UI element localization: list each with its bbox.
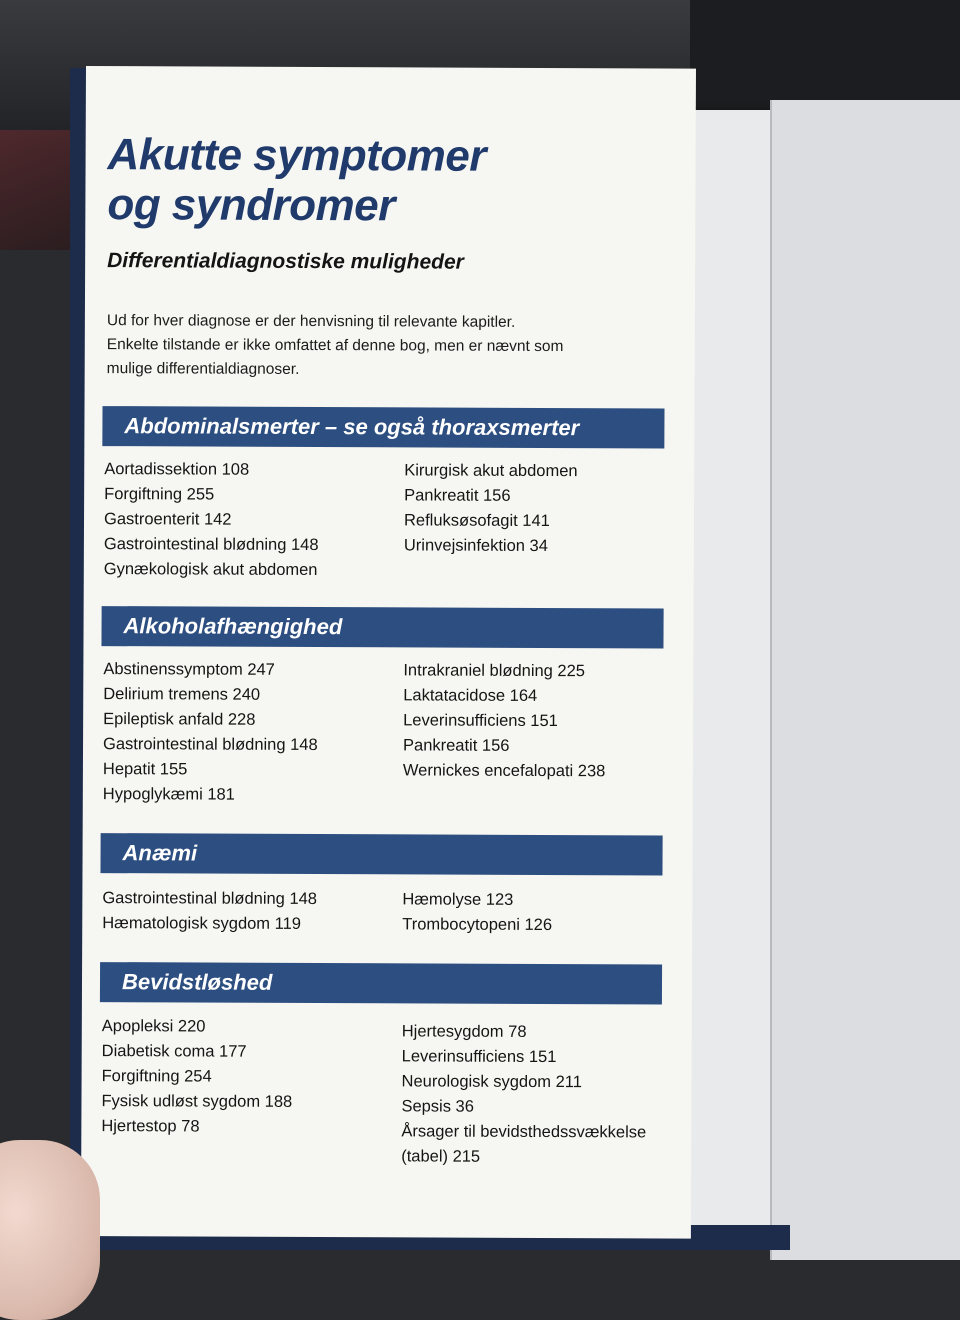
list-item: Hæmatologisk sygdom 119 [102, 914, 302, 933]
section-heading-bevidstloeshed: Bevidstløshed [100, 962, 662, 1004]
list-item: Trombocytopeni 126 [402, 915, 553, 935]
section-list-right [403, 658, 606, 784]
list-item: Hepatit 155 [102, 760, 188, 779]
list-item: Refluksøsofagit 141 [403, 511, 550, 531]
list-item: Urinvejsinfektion 34 [403, 536, 548, 556]
list-item: Hjertesygdom 78 [401, 1022, 527, 1041]
section-list-left [102, 886, 317, 937]
list-item: Intrakraniel blødning 225 [403, 661, 586, 681]
title-line-1: Akutte symptomer [107, 130, 487, 181]
finger [0, 1140, 100, 1320]
section-list-right [404, 458, 578, 559]
section-heading-anaemi: Anæmi [100, 833, 662, 875]
page-subtitle: Differentialdiagnostiske muligheder [107, 249, 464, 274]
section-list-left [104, 457, 319, 583]
section-list-left [103, 657, 318, 808]
list-item: Gastrointestinal blødning 148 [102, 889, 318, 909]
list-item: Sepsis 36 [401, 1097, 474, 1116]
list-item: Gastroenterit 142 [103, 510, 232, 529]
list-item: Wernickes encefalopati 238 [402, 761, 606, 781]
list-item: Årsager til bevidsthedssvækkelse [401, 1122, 647, 1142]
list-item: Forgiftning 254 [101, 1067, 212, 1086]
list-item: Gynækologisk akut abdomen [103, 560, 318, 580]
list-item: Hæmolyse 123 [402, 890, 514, 909]
section-list-right [402, 887, 552, 938]
intro-line: mulige differentialdiagnoser. [106, 360, 300, 378]
list-item: Apopleksi 220 [101, 1017, 206, 1036]
list-item: Hypoglykæmi 181 [102, 785, 235, 804]
list-item: Aortadissektion 108 [104, 460, 250, 479]
list-item: Hjertestop 78 [101, 1117, 200, 1136]
book-page [81, 66, 696, 1239]
list-item: Delirium tremens 240 [103, 685, 261, 704]
title-line-2: og syndromer [107, 180, 395, 231]
list-item: Leverinsufficiens 151 [401, 1047, 557, 1067]
list-item: Laktatacidose 164 [403, 686, 538, 705]
intro-paragraph [107, 309, 647, 383]
intro-line: Enkelte tilstande er ikke omfattet af denne bog, men er nævnt som [106, 336, 564, 356]
section-heading-alkoholafhaengighed: Alkoholafhængighed [101, 606, 663, 648]
list-item: Abstinenssymptom 247 [103, 660, 275, 679]
list-item: Fysisk udløst sygdom 188 [101, 1092, 293, 1111]
list-item: Neurologisk sygdom 211 [401, 1072, 582, 1092]
list-item: Diabetisk coma 177 [101, 1042, 247, 1061]
section-list-right [401, 1019, 647, 1170]
list-item: Pankreatit 156 [402, 736, 510, 755]
intro-line: Ud for hver diagnose er der henvisning til relevante kapitler. [106, 312, 516, 331]
list-item: Gastrointestinal blødning 148 [103, 735, 318, 755]
section-list-left [101, 1014, 292, 1140]
list-item: Kirurgisk akut abdomen [404, 461, 578, 481]
list-item: Leverinsufficiens 151 [403, 711, 558, 731]
page-title [107, 130, 486, 232]
list-item: Pankreatit 156 [404, 486, 511, 505]
list-item: (tabel) 215 [401, 1147, 481, 1166]
next-page-edge [770, 100, 960, 1260]
section-heading-abdominalsmerter: Abdominalsmerter – se også thoraxsmerter [102, 406, 664, 448]
list-item: Forgiftning 255 [104, 485, 215, 504]
list-item: Epileptisk anfald 228 [103, 710, 256, 729]
list-item: Gastrointestinal blødning 148 [103, 535, 319, 555]
